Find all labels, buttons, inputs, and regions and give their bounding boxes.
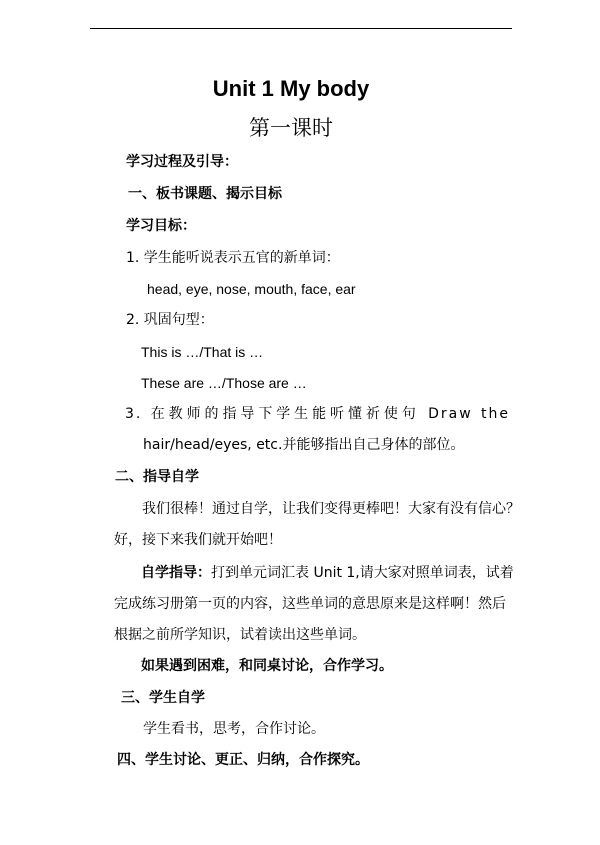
discussion-note: 如果遇到困难，和同桌讨论，合作学习。 <box>141 658 393 674</box>
lesson-subtitle: 第一课时 <box>249 116 333 140</box>
section-2-heading: 二、指导自学 <box>115 469 199 485</box>
paragraph-1-line-2: 好，接下来我们就开始吧！ <box>114 532 282 548</box>
self-study-text: 学生看书，思考，合作讨论。 <box>143 721 325 737</box>
paragraph-1-line-1: 我们很棒！通过自学，让我们变得更棒吧！大家有没有信心？ <box>142 501 520 517</box>
guide-line-1 <box>141 563 514 583</box>
sentence-pattern-1: This is …/That is … <box>141 344 264 360</box>
goal-1: 1. 学生能听说表示五官的新单词： <box>126 250 340 266</box>
header-rule <box>90 28 512 29</box>
guide-label: 自学指导： <box>141 565 211 581</box>
guide-text: 打到单元词汇表 Unit 1,请大家对照单词表，试着 <box>211 565 514 581</box>
goals-heading: 学习目标： <box>126 218 196 234</box>
goal-3-line-2: hair/head/eyes, etc.并能够指出自己身体的部位。 <box>143 437 465 453</box>
sentence-pattern-2: These are …/Those are … <box>141 375 307 391</box>
goal-3-line-1: 3. 在教师的指导下学生能听懂祈使句 Draw the <box>125 406 510 422</box>
section-4-heading: 四、学生讨论、更正、归纳，合作探究。 <box>117 752 369 768</box>
process-heading: 学习过程及引导： <box>126 154 238 170</box>
goal-2: 2. 巩固句型： <box>126 312 214 328</box>
section-1-heading: 一、板书课题、揭示目标 <box>128 186 282 202</box>
guide-line-2: 完成练习册第一页的内容，这些单词的意思原来是这样啊！然后 <box>114 596 506 612</box>
section-3-heading: 三、学生自学 <box>121 690 205 706</box>
goal-1-words: head, eye, nose, mouth, face, ear <box>147 281 356 297</box>
guide-line-3: 根据之前所学知识，试着读出这些单词。 <box>114 627 366 643</box>
document-title: Unit 1 My body <box>212 76 370 101</box>
